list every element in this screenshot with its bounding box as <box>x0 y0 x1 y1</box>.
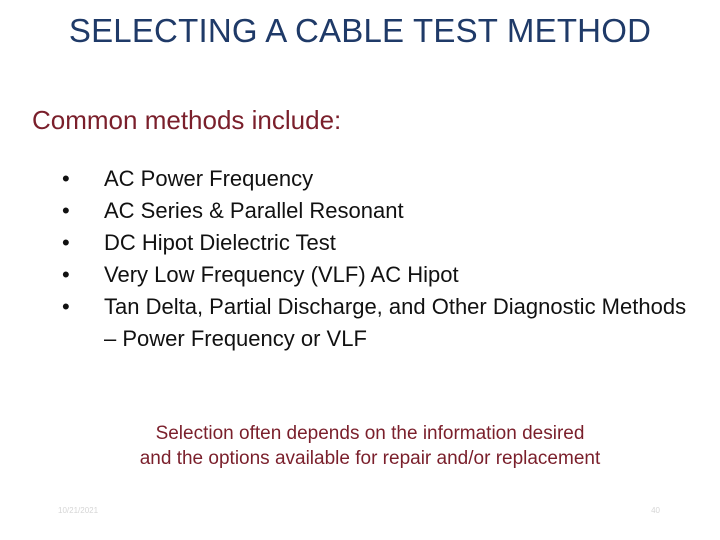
selection-note <box>80 421 660 471</box>
methods-list <box>62 163 702 355</box>
bullet-icon: • <box>62 230 70 255</box>
bullet-icon: • <box>62 294 70 319</box>
method-label: Very Low Frequency (VLF) AC Hipot <box>104 262 459 287</box>
selection-note-line-2: and the options available for repair and/or replacement <box>139 448 601 469</box>
bullet-icon: • <box>62 262 70 287</box>
method-item-diagnostic-methods <box>62 291 702 355</box>
method-label: DC Hipot Dielectric Test <box>104 230 336 255</box>
section-subtitle: Common methods include: <box>32 105 342 135</box>
footer-date: 10/21/2021 <box>58 506 99 515</box>
slide-title: SELECTING A CABLE TEST METHOD <box>68 12 652 49</box>
method-label: AC Series & Parallel Resonant <box>104 198 404 223</box>
method-item-vlf-hipot <box>62 259 702 291</box>
method-label: Tan Delta, Partial Discharge, and Other Diagnostic Methods – Power Frequency or VLF <box>104 294 687 351</box>
footer-page-number: 40 <box>651 506 660 515</box>
method-label: AC Power Frequency <box>104 166 314 191</box>
method-item-dc-hipot <box>62 227 702 259</box>
selection-note-line-1: Selection often depends on the information desired <box>155 423 585 444</box>
method-item-ac-power-frequency <box>62 163 702 195</box>
bullet-icon: • <box>62 166 70 191</box>
bullet-icon: • <box>62 198 70 223</box>
method-item-ac-resonant <box>62 195 702 227</box>
